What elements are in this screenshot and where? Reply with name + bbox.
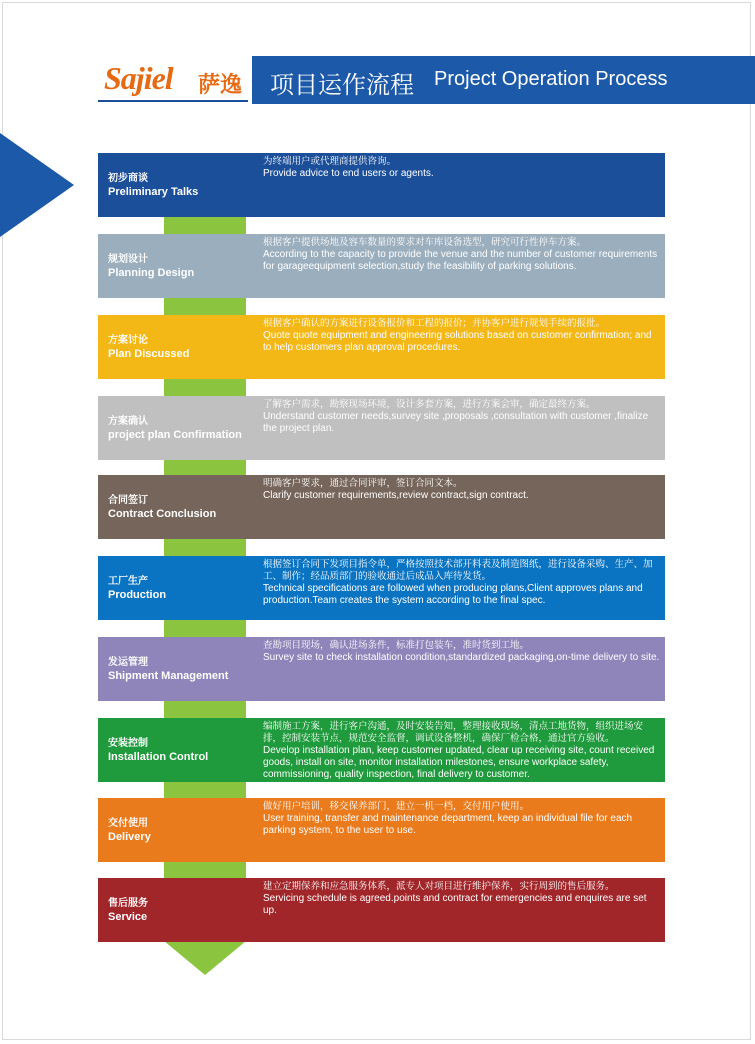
step-description-en: Quote quote equipment and engineering solutions based on customer confirmation; and to help customers plan approval procedures.	[263, 330, 652, 353]
step-description-cn: 根据客户提供场地及容车数量的要求对车库设备选型，研究可行性停车方案。	[263, 237, 587, 248]
step-title	[108, 234, 258, 298]
step-description-cn: 根据签订合同下发项目指令单，严格按照技术部开料表及制造图纸，进行设备采购、生产、加工、制作；经品质部门的验收通过后成品入库待发货。	[263, 559, 653, 582]
step-title-en: Planning Design	[108, 266, 195, 279]
flow-connector	[164, 298, 246, 315]
page-title-cn: 项目运作流程	[270, 72, 414, 99]
logo-chinese: 萨逸	[198, 72, 243, 97]
step-description-cn: 建立定期保养和应急服务体系，派专人对项目进行维护保养，实行周到的售后服务。	[263, 881, 615, 892]
step-title-cn: 合同签订	[108, 494, 148, 506]
step-title-en: project plan Confirmation	[108, 428, 242, 441]
process-step	[98, 315, 665, 379]
process-step	[98, 234, 665, 298]
step-title-cn: 交付使用	[108, 817, 148, 829]
step-title-en: Contract Conclusion	[108, 507, 217, 520]
step-description	[263, 318, 661, 354]
page-title-en: Project Operation Process	[434, 68, 668, 90]
step-title-cn: 工厂生产	[108, 575, 148, 587]
step-title-cn: 初步商谈	[108, 172, 148, 184]
step-title-en: Shipment Management	[108, 669, 229, 682]
step-title-cn: 发运管理	[108, 656, 148, 668]
step-description	[263, 640, 661, 664]
step-description-cn: 编制施工方案，进行客户沟通，及时安装告知，整理接收现场，清点工地货物，组织进场安排，控制安装节点，规范安全监督，调试设备整机，确保厂检合格，通过官方验收。	[263, 721, 644, 744]
step-title-en: Service	[108, 910, 148, 923]
step-title-en: Installation Control	[108, 750, 209, 763]
step-description	[263, 881, 661, 917]
step-title	[108, 637, 258, 701]
step-description-en: Survey site to check installation condition,standardized packaging,on-time delivery to site.	[263, 652, 660, 663]
flow-connector	[164, 460, 246, 475]
process-step	[98, 798, 665, 862]
step-title-cn: 安装控制	[108, 737, 148, 749]
step-title	[108, 556, 258, 620]
step-description-cn: 根据客户确认的方案进行设备报价和工程的报价；并协客户进行规划手续的报批。	[263, 318, 606, 329]
step-title	[108, 475, 258, 539]
step-description-cn: 为终端用户或代理商提供咨询。	[263, 156, 397, 167]
step-title	[108, 798, 258, 862]
step-description-en: Technical specifications are followed when producing plans,Client approves plans and production.Team creates the system according to the final spec.	[263, 583, 643, 606]
step-description-cn: 查勘项目现场，确认进场条件，标准打包装车，准时货到工地。	[263, 640, 530, 651]
step-title	[108, 315, 258, 379]
flow-connector	[164, 539, 246, 556]
step-description-en: Provide advice to end users or agents.	[263, 168, 434, 179]
flow-connector	[164, 620, 246, 637]
step-description-en: User training, transfer and maintenance department, keep an individual file for each parking system, to the user to use.	[263, 813, 633, 836]
logo-wordmark: Sajiel	[104, 60, 173, 96]
step-description	[263, 801, 661, 837]
flow-connector	[164, 862, 246, 878]
step-title-en: Plan Discussed	[108, 347, 190, 360]
step-title-en: Production	[108, 588, 167, 601]
side-arrow-icon	[0, 133, 74, 237]
step-title	[108, 878, 258, 942]
flow-connector	[164, 701, 246, 718]
header-bar	[252, 56, 755, 104]
step-title	[108, 153, 258, 217]
step-title	[108, 396, 258, 460]
step-description-en: Servicing schedule is agreed.points and contract for emergencies and enquires are set up.	[263, 893, 647, 916]
step-title-cn: 方案确认	[108, 415, 148, 427]
flow-connector	[164, 782, 246, 798]
step-title-en: Delivery	[108, 830, 151, 843]
step-title-cn: 方案讨论	[108, 334, 148, 346]
step-description	[263, 559, 661, 607]
step-description-en: Clarify customer requirements,review contract,sign contract.	[263, 490, 529, 501]
step-description-en: Understand customer needs,survey site ,proposals ,consultation with customer ,finalize the project plan.	[263, 411, 649, 434]
process-step	[98, 475, 665, 539]
process-step	[98, 396, 665, 460]
process-step	[98, 556, 665, 620]
flow-connector	[164, 379, 246, 396]
flow-connector	[164, 217, 246, 234]
process-step	[98, 153, 665, 217]
step-description-en: Develop installation plan, keep customer updated, clear up receiving site, count received goods, install on site, monitor installation milestones, ensure workplace safety, commissioning, quality inspection, final delivery to customer.	[263, 745, 655, 780]
step-title-en: Preliminary Talks	[108, 185, 199, 198]
step-description-cn: 做好用户培训，移交保养部门，建立一机一档，交付用户使用。	[263, 801, 530, 812]
step-description	[263, 156, 661, 180]
step-description	[263, 478, 661, 502]
step-description-cn: 明确客户要求，通过合同评审，签订合同文本。	[263, 478, 463, 489]
step-description-cn: 了解客户需求，勘察现场环境，设计多套方案，进行方案会审，确定最终方案。	[263, 399, 596, 410]
step-description-en: According to the capacity to provide the venue and the number of customer requirements for garageequipment selection,study the feasibility of parking solutions.	[263, 249, 658, 272]
process-step	[98, 878, 665, 942]
step-title-cn: 规划设计	[108, 253, 148, 265]
step-title	[108, 718, 258, 782]
logo	[98, 58, 248, 102]
step-title-cn: 售后服务	[108, 897, 148, 909]
process-step	[98, 718, 665, 782]
flow-end-arrow-icon	[164, 941, 246, 975]
process-step	[98, 637, 665, 701]
step-description	[263, 237, 661, 273]
step-description	[263, 399, 661, 435]
step-description	[263, 721, 661, 781]
